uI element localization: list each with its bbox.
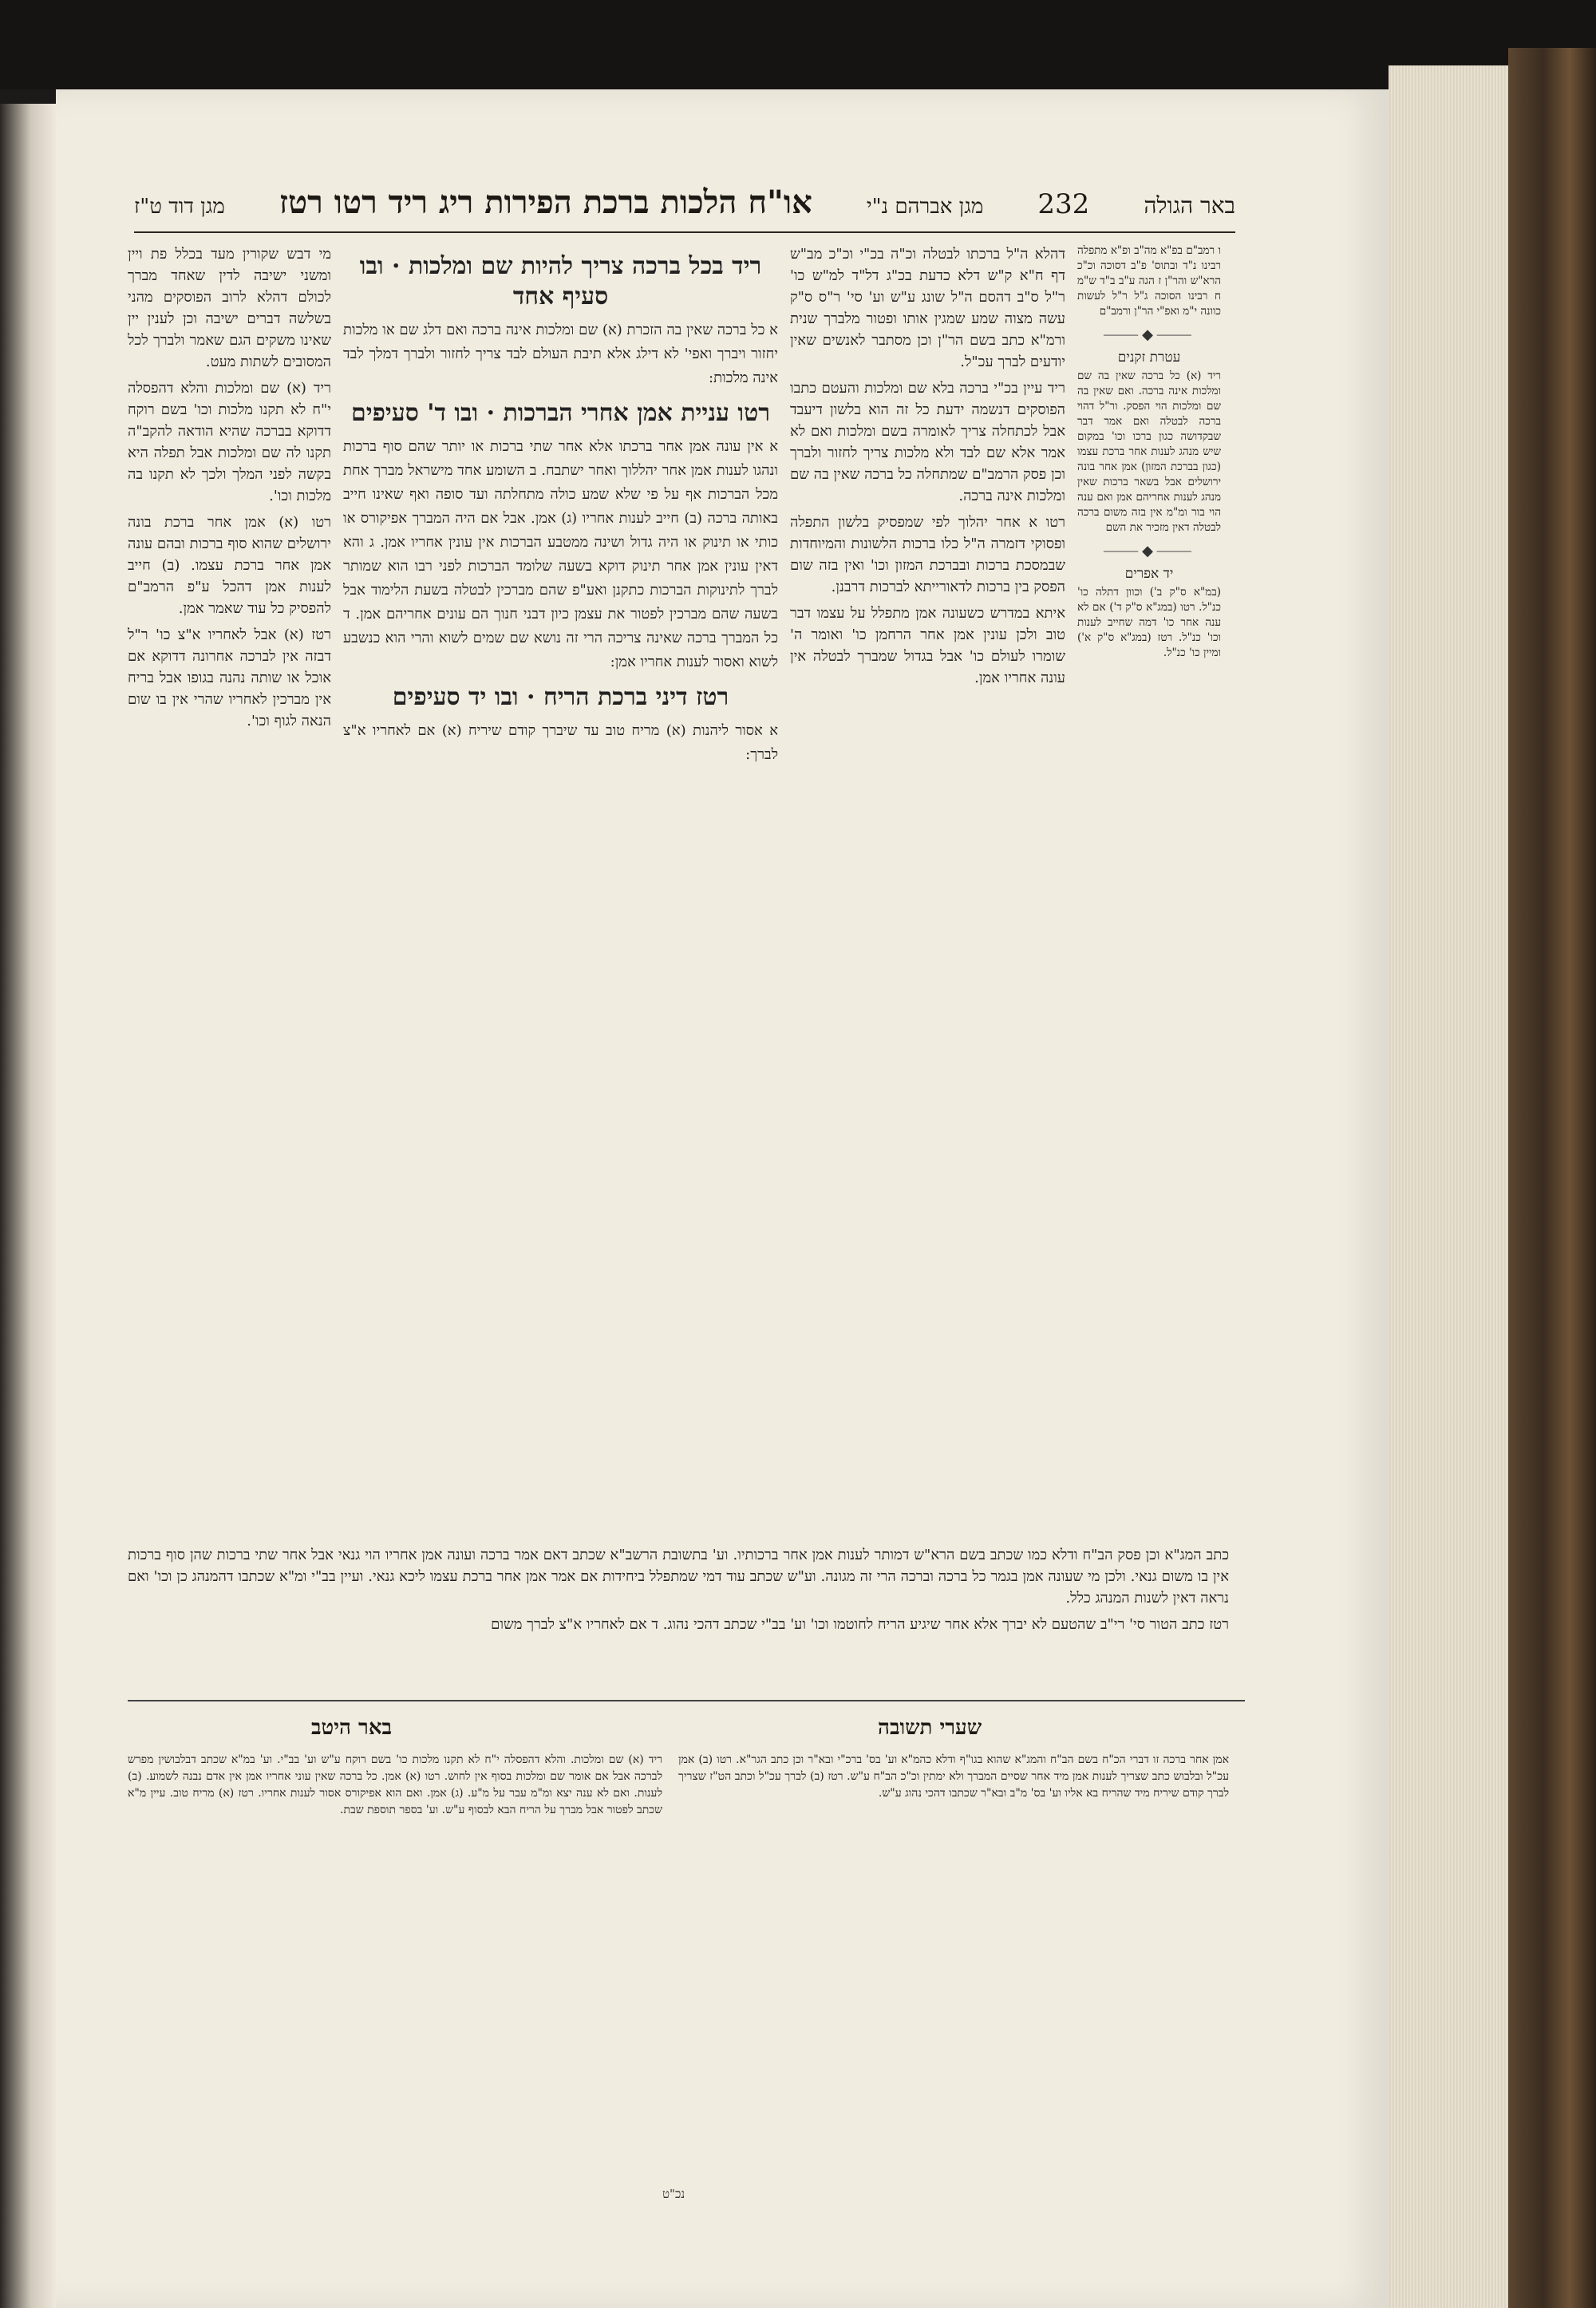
yad-efraim-title: יד אפרים bbox=[1124, 566, 1174, 582]
header-magen-avraham: מגן אברהם נ"י bbox=[866, 195, 984, 219]
main-text-column bbox=[343, 243, 778, 1568]
header-magen-david: מגן דוד ט"ז bbox=[134, 195, 225, 219]
commentary-left-column bbox=[128, 243, 331, 1536]
siman-ryd-title: ריד בכל ברכה צריך להיות שם ומלכות · ובו סעיף אחד bbox=[359, 252, 762, 310]
asarat-zekenim-text: ריד (א) כל ברכה שאין בה שם ומלכות אינה ברכה. ואם שאין בה שם ומלכות הוי הפסק. ור"ל דהוי ברכה לבטלה ואם אמר דבר שבקדושה כגון ברכו וכו' במקום שיש מנהג לענות אחר ברכת עצמו (כגון בברכת המזון) אמן אחר בונה ירושלים אבל בשאר ברכות שאין מנהג לענות אחריהם אמן ואם ענה הוי בור ומ"מ אין בזה משום ברכה לבטלה דאין מזכיר את השם bbox=[1077, 370, 1221, 534]
previous-page-edge bbox=[0, 104, 56, 2308]
left-col-rtz: רטז (א) אבל לאחריו א"צ כו' ר"ל דבזה אין לברכה אחרונה דדוקא אם אוכל או שותה נהנה בגופו אבל בריח אין מברכין לאחריו שהרי אין בו שום הנאה לגוף וכו'. bbox=[128, 626, 331, 729]
book-spine bbox=[1508, 48, 1596, 2308]
siman-ryd-text: א כל ברכה שאין בה הזכרת (א) שם ומלכות אינה ברכה ואם דלג שם או מלכות יחזור ויברך ואפי' לא דילג אלא תיבת העולם לבד צריך לחזור ולברך דמלך לבד אינה מלכות: bbox=[343, 322, 778, 386]
sidebar-column bbox=[1077, 243, 1221, 1297]
shaarei-teshuva-text: אמן אחר ברכה זו דברי הכ"ח בשם הב"ח והמג"א שהוא בגו"ף ודלא כהמ"א וע' בס' ברכ"י ובא"ר וכן כתב הגר"א. רטו (ב) אמן עכ"ל ובלבוש כתב שצריך לענות אמן מיד אחר שסיים המברך ולא ימתין וכ"כ הב"ח ע"ש. רטז (ב) לברך עכ"ל וכתב הט"ז שצריך לברך קודם שיריח מיד שהריח בא אליו וע' בס' מ"ב ובא"ר שכתבו דהכי נהוג ע"ש. bbox=[678, 1753, 1229, 1800]
full-width-commentary bbox=[128, 1544, 1229, 1696]
page-stack-edge bbox=[1389, 65, 1516, 2308]
printer-signature: נכ"ט bbox=[662, 2187, 685, 2201]
page-number: 232 bbox=[1037, 188, 1090, 220]
header-title: או"ח הלכות ברכת הפירות ריג ריד רטו רטז bbox=[279, 184, 812, 221]
left-col-top: מי דבש שקורין מעד בכלל פת ויין ומשני ישיבה לדין שאחד מברך לכולם דהלא לרוב הפוסקים מהני בשלשה דברים ישיבה וכן לענין יין שאינו משקים הגם שאמר ולברך לכל המסובים לשתות מעט. bbox=[128, 246, 331, 370]
siman-rtv-text: א אין עונה אמן אחר ברכתו אלא אחר שתי ברכות או יותר שהם סוף ברכות ונהגו לענות אמן אחר יהללוך ואחר ישתבח. ב השומע אחד מישראל מברך אחת מכל הברכות אף על פי שלא שמע כולה מתחלתה ועד סופה ואף שאינו חייב באותה ברכה (ב) חייב לענות אחריו (ג) אמן. אבל אם היה המברך אפיקורס או כותי או תינוק או היה גדול ושינה ממטבע הברכות אין עונין אחריו אמן. ג והא דאין עונין אמן אחר תינוק דוקא בשעה שלומד הברכות לפני רבו הוא שמותר לברך לתינוקות הברכות כתקנן ואע"פ שהם מברכין לבטלה בשעת הלימוד אבל בשעה שהם מברכין לפטור את עצמן כיון דבני חנוך הם עונים אחריהם אמן. ד כל המברך ברכה שאינה צריכה הרי זה נושא שם שמים לשוא והרי הוא כנשבע לשוא ואסור לענות אחריו אמן: bbox=[343, 438, 778, 670]
dark-background-top bbox=[0, 0, 1596, 89]
right-col-rtv: רטו א אחר יהלוך לפי שמפסיק בלשון התפלה ופסוקי דזמרה ה"ל כלו ברכות הלשונות והמיוחדות שבמסכת ברכות ובברכת המזון וכו' ואין בזה שום הפסק בין ברכות לדאורייתא לברכות דרבנן. bbox=[790, 514, 1065, 595]
shaarei-teshuva-title: שערי תשובה bbox=[878, 1716, 982, 1740]
be-er-heitev-column bbox=[128, 1752, 662, 2167]
asarat-zekenim-title: עטרת זקנים bbox=[1117, 350, 1181, 366]
right-col-riv: ריד עיין בכ"י ברכה בלא שם ומלכות והעטם כתבו הפוסקים דנשמה ידעת כל זה הוא בלשון דיעבד אבל לכתחלה צריך לאומרה בשם ומלכות ואם לא אמר אלא שם לבד ולא מלכות צריך לחזור ולברך וכן פסק הרמב"ם שמתחלה כל ברכה שאין בה שם ומלכות אינה ברכה. bbox=[790, 380, 1065, 504]
ornament-divider-2: ⸻◆⸻ bbox=[1103, 543, 1195, 559]
left-col-ryd: ריד (א) שם ומלכות והלא דהפסלה י"ח לא תקנו מלכות וכו' בשם רוקח דדוקא בברכה שהיא הודאה להקב"ה תקנו לה שם ומלכות אבל תפלה היא בקשה לפני המלך ולכך לא תקנו בה מלכות וכו'. bbox=[128, 380, 331, 504]
horizontal-rule bbox=[128, 1700, 1245, 1701]
full-width-text: כתב המג"א וכן פסק הב"ח ודלא כמו שכתב בשם הרא"ש דמותר לענות אמן אחר ברכותיו. וע' בתשובת הרשב"א שכתב דאם אמר ברכה ועונה אמן אחריו הוי גנאי אבל אחר שתי ברכות שהן סוף ברכות אין בו משום גנאי. ולכן מי שעונה אמן בגמר כל ברכה וברכה הרי זה מגונה. וע"ש שכתב עוד דמי שמתפלל ביחידות אם אמר אמן אחר ברכת עצמו ליכא גנאי. ועיין בב"י ומ"א שכתבו דהמנהג כן וכו' ואם נראה דאין לשנות המנהג כלל. bbox=[128, 1547, 1229, 1607]
ornament-divider: ⸻◆⸻ bbox=[1103, 326, 1195, 343]
yad-efraim-text: (במ"א ס"ק ב') וכוון דתלה כו' כנ"ל. רטו (במג"א ס"ק ד') אם לא ענה אחר כו' דמה שחייב לענות וכו' כנ"ל. רטז (במג"א ס"ק א') ומיין כו' כנ"ל. bbox=[1077, 586, 1221, 659]
siman-rtz-title: רטז דיני ברכת הריח · ובו יד סעיפים bbox=[392, 683, 729, 711]
page-header bbox=[134, 184, 1235, 233]
sidebar-top-text: ו רמב"ם בפ"א מה"ב ופ"א מתפלה רבינו נ"ד ובתוס' פ"ב דסוכה וכ"כ הרא"ש והר"ן ז הגה ע"ב ב"ד ש"מ ח רבינו הסוכה ג"ל ר"ל לעשות כוונה י"מ ואפ"י הר"ן ורמב"ם bbox=[1077, 244, 1221, 318]
be-er-heitev-text: ריד (א) שם ומלכות. והלא דהפסלה י"ח לא תקנו מלכות כו' בשם רוקח ע"ש וע' בב"י. וע' במ"א שכתב דבלבושין מפרש לברכה אבל אם אומר שם ומלכות בסוף אין לחוש. רטו (א) אמן. כל ברכה שאין עוני אחריו אמן אין אדם נבנה לשמוע. (ב) לענות. ואם לא ענה יצא ומ"מ עבר על מ"ע. (ג) אמן. ואם הוא אפיקורס אסור לענות אחריו. רטז (א) מריח טוב. עיין מ"א שכתב לפטור אבל מברך על הריח הבא לבסוף ע"ש. וע' בספר תוספת שבת. bbox=[128, 1753, 662, 1816]
shaarei-teshuva-column bbox=[678, 1752, 1229, 2103]
siman-rtv-title: רטו עניית אמן אחרי הברכות · ובו ד' סעיפים bbox=[351, 399, 770, 427]
header-be-er-hagolah: באר הגולה bbox=[1144, 192, 1235, 219]
full-width-rtz: רטז כתב הטור סי' רי"ב שהטעם לא יברך אלא אחר שיגיע הריח לחוטמו וכו' וע' בב"י שכתב דהכי נהוג. ד אם לאחריו א"צ לברך משום bbox=[491, 1616, 1229, 1633]
be-er-heitev-title: באר היטב bbox=[311, 1716, 393, 1740]
right-col-itta: איתא במדרש כשעונה אמן מתפלל על עצמו דבר טוב ולכן עונין אמן אחר הרחמן כו' ואומר ה' שומרו לעולם כו' אבל בגדול שמברך לבטלה אין עונה אחריו אמן. bbox=[790, 605, 1065, 686]
commentary-right-column bbox=[790, 243, 1065, 1496]
right-col-top: דהלא ה"ל ברכתו לבטלה וכ"ה בכ"י וכ"כ מב"ש דף ח"א ק"ש דלא כדעת בכ"ג דל"ד למ"ש כו' ר"ל ס"ב דהסם ה"ל שונג ע"ש וע' סי' ר"ס ס"ק עשה מצוה שמע שמגין אותו ופטור מלברך שנית ורמ"א כתב בשם הר"ן וכן מסתבר לאנשים שאין יודעים לברך עכ"ל. bbox=[790, 246, 1065, 370]
siman-rtz-text: א אסור ליהנות (א) מריח טוב עד שיברך קודם שיריח (א) אם לאחריו א"צ לברך: bbox=[343, 722, 778, 763]
left-col-rtv: רטו (א) אמן אחר ברכת בונה ירושלים שהוא סוף ברכות ובהם עונה אמן אחר ברכת עצמו. (ב) חייב לענות אמן דהכל ע"פ הרמב"ם להפסיק כל עוד שאמר אמן. bbox=[128, 514, 331, 617]
